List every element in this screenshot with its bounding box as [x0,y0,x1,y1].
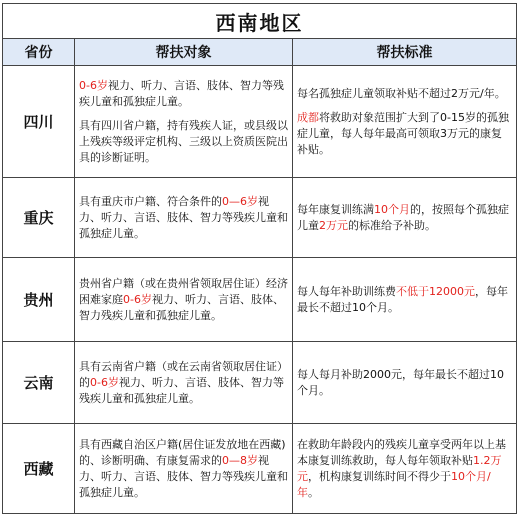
standard-xizang-months: 10个月/年 [297,469,491,499]
province-xizang: 西藏 [3,424,75,514]
target-xizang-a: 具有西藏自治区户籍(居住证发放地在西藏)的、诊断明确、有康复需求的 [79,437,286,467]
target-sichuan-p1-text: 视力、听力、言语、肢体、智力等残疾儿童和孤独症儿童。 [79,78,284,108]
target-sichuan-p1 [79,78,288,110]
southwest-subsidy-table [2,3,517,514]
standard-xizang-amount: 1.2万元 [297,453,502,483]
standard-chongqing-months: 10个月 [374,202,410,216]
table-row-sichuan [3,66,517,178]
standard-sichuan-p2 [297,110,512,158]
header-standard: 帮扶标准 [293,39,517,66]
target-xizang [75,424,293,514]
standard-chongqing [293,178,517,258]
target-xizang-b: 视力、听力、言语、肢体、智力等残疾儿童和孤独症儿童。 [79,453,288,499]
province-yunnan: 云南 [3,342,75,424]
standard-xizang-a: 在救助年龄段内的残疾儿童享受两年以上基本康复训练救助，每人每年领取补贴 [297,437,506,467]
province-guizhou: 贵州 [3,258,75,342]
target-yunnan-a: 具有云南省户籍（或在云南省领取居住证）的 [79,359,288,389]
target-guizhou-age: 0-6岁 [123,292,152,306]
standard-sichuan-city: 成都 [297,110,319,124]
province-sichuan: 四川 [3,66,75,178]
table-row-chongqing [3,178,517,258]
target-yunnan-age: 0-6岁 [90,375,119,389]
standard-chongqing-b: 的，按照每个孤独症儿童 [297,202,509,232]
table-row-yunnan [3,342,517,424]
table-row-guizhou [3,258,517,342]
standard-sichuan-p1: 每名孤独症儿童领取补贴不超过2万元/年。 [297,86,506,100]
standard-sichuan-p2-text: 将救助对象范围扩大到了0-15岁的孤独症儿童，每人每年最高可领取3万元的康复补贴。 [297,110,509,156]
header-province: 省份 [3,39,75,66]
province-chongqing: 重庆 [3,178,75,258]
standard-guizhou-amount: 不低于12000元 [396,284,475,298]
standard-chongqing-c: 的标准给予补助。 [348,218,436,232]
target-guizhou-b: 视力、听力、言语、肢体、智力残疾儿童和孤独症儿童。 [79,292,284,322]
standard-sichuan [293,66,517,178]
standard-xizang-b: ，机构康复训练时间不得少于 [308,469,451,483]
standard-chongqing-amount: 2万元 [319,218,348,232]
table-title: 西南地区 [3,4,517,39]
standard-xizang [293,424,517,514]
target-sichuan-p2: 具有四川省户籍，持有残疾人证，或县级以上残疾等级评定机构、三级以上资质医院出具的诊断证明。 [79,118,288,164]
target-sichuan [75,66,293,178]
standard-xizang-c: 。 [308,485,319,499]
target-yunnan [75,342,293,424]
header-target: 帮扶对象 [75,39,293,66]
target-chongqing [75,178,293,258]
target-guizhou [75,258,293,342]
target-yunnan-b: 视力、听力、言语、肢体、智力等残疾儿童和孤独症儿童。 [79,375,284,405]
target-chongqing-age: 0—6岁 [222,194,258,208]
target-chongqing-b: 视力、听力、言语、肢体、智力等残疾儿童和孤独症儿童。 [79,194,288,240]
southwest-table-container [2,3,516,514]
standard-yunnan: 每人每月补助2000元，每年最长不超过10个月。 [293,342,517,424]
target-sichuan-age: 0-6岁 [79,78,108,92]
standard-guizhou-a: 每人每年补助训练费 [297,284,396,298]
standard-chongqing-a: 每年康复训练满 [297,202,374,216]
target-chongqing-a: 具有重庆市户籍、符合条件的 [79,194,222,208]
standard-guizhou [293,258,517,342]
target-xizang-age: 0—8岁 [222,453,258,467]
standard-guizhou-b: ，每年最长不超过10个月。 [297,284,508,314]
target-guizhou-a: 贵州省户籍（或在贵州省领取居住证）经济困难家庭 [79,276,288,306]
table-row-xizang [3,424,517,514]
header-row [3,39,517,66]
